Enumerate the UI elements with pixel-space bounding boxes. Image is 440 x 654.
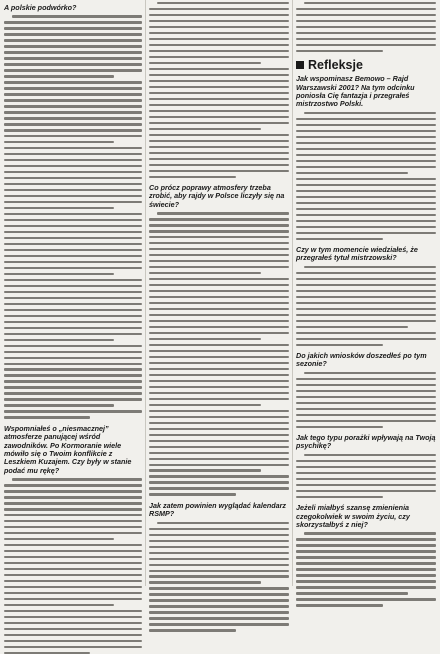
text-line — [149, 134, 289, 136]
text-line — [4, 532, 142, 534]
text-line — [149, 587, 289, 589]
text-line — [149, 164, 289, 166]
column-3 — [296, 2, 436, 586]
text-line — [4, 117, 142, 119]
text-line — [4, 520, 142, 522]
text-line — [296, 302, 436, 304]
text-line — [149, 629, 236, 631]
text-line — [149, 416, 289, 418]
text-line — [149, 605, 289, 607]
text-line — [4, 345, 142, 347]
text-line — [296, 178, 436, 180]
text-line — [4, 93, 142, 95]
text-line — [4, 416, 90, 418]
text-line — [4, 285, 142, 287]
text-line — [4, 646, 142, 648]
text-line — [149, 98, 289, 100]
text-line — [149, 248, 289, 250]
text-line — [296, 490, 436, 492]
text-line — [4, 129, 142, 131]
text-line — [304, 372, 436, 374]
text-line — [149, 224, 289, 226]
text-line — [4, 640, 142, 642]
text-line — [149, 344, 289, 346]
text-line — [4, 550, 142, 552]
text-line — [4, 135, 142, 137]
text-line — [4, 490, 142, 492]
text-line — [4, 514, 142, 516]
text-line — [149, 617, 289, 619]
text-line — [4, 404, 114, 406]
text-line — [149, 230, 289, 232]
text-line — [4, 39, 142, 41]
text-line — [4, 297, 142, 299]
text-line — [4, 628, 142, 630]
text-line — [4, 508, 142, 510]
text-line — [296, 484, 436, 486]
text-line — [149, 74, 289, 76]
text-line — [296, 130, 436, 132]
text-line — [149, 356, 289, 358]
text-line — [149, 314, 289, 316]
text-block — [296, 266, 436, 346]
text-line — [4, 327, 142, 329]
text-line — [4, 183, 142, 185]
text-block — [149, 522, 289, 632]
question-heading: Co prócz poprawy atmosfery trzeba zrobić, aby rajdy w Polsce liczyły się na świecie? — [149, 182, 285, 209]
text-line — [149, 110, 289, 112]
text-line — [4, 21, 142, 23]
text-line — [149, 599, 289, 601]
text-line — [4, 75, 114, 77]
text-line — [4, 255, 142, 257]
section-title — [296, 58, 436, 72]
text-line — [296, 496, 383, 498]
text-line — [4, 33, 142, 35]
text-line — [149, 380, 289, 382]
text-line — [296, 314, 436, 316]
text-line — [149, 440, 289, 442]
text-line — [149, 570, 289, 572]
text-line — [296, 142, 436, 144]
text-line — [149, 158, 289, 160]
text-line — [296, 378, 436, 380]
text-line — [4, 63, 142, 65]
text-line — [4, 321, 142, 323]
text-line — [4, 243, 142, 245]
text-line — [296, 148, 436, 150]
text-line — [149, 20, 289, 22]
text-line — [296, 38, 436, 40]
question-heading: Jak zatem powinien wyglądać kalendarz RSMP? — [149, 500, 287, 519]
text-line — [149, 284, 289, 286]
text-line — [149, 552, 289, 554]
text-line — [149, 581, 261, 583]
text-block — [296, 532, 436, 606]
text-line — [4, 177, 142, 179]
text-line — [149, 428, 289, 430]
text-line — [149, 410, 289, 412]
text-line — [149, 611, 289, 613]
text-line — [296, 208, 436, 210]
text-line — [157, 522, 289, 524]
text-line — [4, 574, 142, 576]
text-line — [149, 104, 289, 106]
text-line — [4, 27, 142, 29]
text-line — [4, 538, 114, 540]
text-line — [4, 189, 142, 191]
text-line — [4, 231, 142, 233]
text-line — [296, 338, 436, 340]
text-line — [149, 38, 289, 40]
text-line — [149, 332, 289, 334]
text-line — [157, 212, 289, 214]
text-line — [296, 326, 408, 328]
text-line — [149, 398, 289, 400]
text-line — [296, 272, 436, 274]
text-line — [296, 32, 436, 34]
column-1 — [4, 2, 142, 586]
text-line — [296, 166, 436, 168]
text-line — [296, 308, 436, 310]
text-line — [149, 260, 289, 262]
text-line — [296, 586, 436, 588]
text-line — [149, 575, 289, 577]
text-line — [149, 326, 289, 328]
text-line — [296, 574, 436, 576]
text-line — [157, 2, 289, 4]
text-line — [149, 464, 289, 466]
text-block — [296, 112, 436, 240]
text-line — [296, 598, 436, 600]
text-line — [149, 386, 289, 388]
question-heading: Jak tego typu porażki wpływają na Twoją psychikę? — [296, 433, 436, 451]
text-line — [4, 195, 142, 197]
text-line — [4, 57, 142, 59]
text-block — [4, 15, 142, 418]
text-line — [149, 475, 289, 477]
text-block — [296, 372, 436, 428]
text-line — [296, 580, 436, 582]
text-line — [296, 344, 383, 346]
text-line — [12, 478, 142, 480]
text-line — [296, 50, 383, 52]
text-line — [296, 20, 436, 22]
text-line — [296, 414, 436, 416]
text-line — [4, 634, 142, 636]
text-line — [149, 540, 289, 542]
text-line — [149, 116, 289, 118]
text-line — [296, 202, 436, 204]
text-line — [4, 368, 142, 370]
text-line — [149, 481, 289, 483]
text-line — [149, 308, 289, 310]
text-line — [149, 44, 289, 46]
text-line — [296, 466, 436, 468]
text-line — [296, 472, 436, 474]
text-line — [149, 558, 289, 560]
text-line — [4, 586, 142, 588]
text-line — [4, 580, 142, 582]
text-line — [149, 404, 261, 406]
text-line — [4, 69, 142, 71]
text-line — [149, 236, 289, 238]
text-line — [4, 380, 142, 382]
text-line — [4, 496, 142, 498]
text-line — [149, 446, 289, 448]
text-line — [4, 562, 142, 564]
text-block — [4, 478, 142, 654]
text-line — [4, 237, 142, 239]
text-line — [149, 493, 236, 495]
text-line — [4, 225, 142, 227]
text-line — [4, 267, 142, 269]
text-line — [4, 363, 142, 365]
text-line — [149, 469, 261, 471]
text-line — [149, 528, 289, 530]
text-line — [4, 610, 142, 612]
text-line — [296, 284, 436, 286]
text-line — [296, 196, 436, 198]
text-line — [149, 68, 289, 70]
text-line — [296, 214, 436, 216]
text-line — [4, 261, 142, 263]
text-line — [4, 351, 142, 353]
text-line — [149, 146, 289, 148]
text-line — [12, 15, 142, 17]
text-line — [149, 86, 289, 88]
text-line — [149, 368, 289, 370]
text-line — [149, 14, 289, 16]
text-line — [149, 374, 289, 376]
text-line — [296, 124, 436, 126]
text-line — [149, 26, 289, 28]
text-line — [4, 201, 142, 203]
text-line — [149, 320, 289, 322]
text-line — [296, 226, 436, 228]
text-line — [4, 392, 142, 394]
column-divider — [145, 0, 146, 586]
text-line — [296, 538, 436, 540]
question-heading: Wspomniałeś o „niesmacznej” atmosferze panującej wśród zawodników. Po Kormoranie wiele mówiło się o Twoim konflikcie z Leszkiem Kuzajem. Czy były w stanie podać mu rękę? — [4, 423, 132, 475]
text-line — [296, 14, 436, 16]
text-line — [296, 44, 436, 46]
section-title-text: Refleksje — [308, 58, 363, 73]
text-line — [4, 279, 142, 281]
text-line — [4, 374, 142, 376]
text-line — [149, 242, 289, 244]
text-line — [296, 320, 436, 322]
text-block — [149, 212, 289, 496]
question-heading: Jak wspominasz Bemowo – Rajd Warszawski 2001? Na tym odcinku poniosła Cię fantazja i przegrałeś mistrzostwo Polski. — [296, 74, 415, 109]
text-line — [4, 410, 142, 412]
text-line — [4, 123, 142, 125]
text-line — [4, 291, 142, 293]
text-line — [296, 232, 436, 234]
text-line — [149, 62, 261, 64]
text-line — [149, 176, 236, 178]
text-line — [4, 556, 142, 558]
text-line — [149, 392, 289, 394]
text-line — [296, 290, 436, 292]
text-line — [149, 362, 289, 364]
text-line — [296, 544, 436, 546]
text-line — [149, 564, 289, 566]
text-line — [149, 32, 289, 34]
text-line — [149, 128, 261, 130]
text-line — [149, 140, 289, 142]
column-divider — [292, 0, 293, 586]
text-line — [4, 616, 142, 618]
text-line — [149, 56, 289, 58]
text-line — [4, 544, 142, 546]
text-block — [296, 2, 436, 52]
text-line — [4, 141, 114, 143]
text-line — [4, 502, 142, 504]
text-line — [4, 526, 142, 528]
text-line — [149, 50, 289, 52]
text-line — [149, 487, 289, 489]
question-heading: A polskie podwórko? — [4, 3, 77, 12]
text-line — [296, 460, 436, 462]
text-line — [149, 80, 289, 82]
text-line — [296, 390, 436, 392]
text-line — [149, 422, 289, 424]
text-line — [4, 219, 142, 221]
text-block — [296, 454, 436, 498]
text-line — [149, 534, 289, 536]
text-line — [296, 26, 436, 28]
question-heading: Czy w tym momencie wiedziałeś, że przegrałeś tytuł mistrzowski? — [296, 244, 418, 263]
text-line — [296, 238, 383, 240]
text-line — [304, 266, 436, 268]
text-line — [296, 478, 436, 480]
text-line — [149, 623, 289, 625]
text-line — [296, 420, 436, 422]
text-line — [296, 396, 436, 398]
text-line — [149, 296, 289, 298]
text-line — [296, 408, 436, 410]
text-line — [4, 568, 142, 570]
text-line — [149, 458, 289, 460]
text-line — [296, 332, 436, 334]
text-line — [4, 273, 114, 275]
text-line — [149, 170, 289, 172]
question-heading: Do jakich wniosków doszedłeś po tym sezonie? — [296, 350, 427, 369]
text-line — [296, 402, 436, 404]
text-line — [149, 122, 289, 124]
text-line — [296, 278, 436, 280]
text-line — [149, 92, 289, 94]
text-line — [4, 81, 142, 83]
text-line — [4, 249, 142, 251]
text-block — [149, 2, 289, 178]
text-line — [4, 159, 142, 161]
text-line — [4, 99, 142, 101]
text-line — [4, 357, 142, 359]
text-line — [4, 484, 142, 486]
text-line — [304, 112, 436, 114]
text-line — [4, 333, 142, 335]
text-line — [149, 434, 289, 436]
text-line — [296, 604, 383, 606]
text-line — [4, 604, 114, 606]
text-line — [296, 562, 436, 564]
text-line — [296, 190, 436, 192]
text-line — [296, 568, 436, 570]
text-line — [149, 302, 289, 304]
text-line — [296, 550, 436, 552]
text-line — [296, 220, 436, 222]
text-line — [4, 398, 142, 400]
text-line — [149, 290, 289, 292]
text-line — [296, 296, 436, 298]
text-line — [4, 111, 142, 113]
text-line — [149, 254, 289, 256]
text-line — [4, 87, 142, 89]
text-line — [4, 153, 142, 155]
text-line — [4, 315, 142, 317]
text-line — [149, 152, 289, 154]
text-line — [149, 546, 289, 548]
text-line — [149, 350, 289, 352]
text-line — [4, 171, 142, 173]
text-line — [149, 338, 261, 340]
text-line — [296, 8, 436, 10]
text-line — [4, 147, 142, 149]
text-line — [296, 118, 436, 120]
text-line — [296, 592, 408, 594]
text-line — [149, 266, 289, 268]
text-line — [4, 45, 142, 47]
text-line — [4, 165, 142, 167]
text-line — [4, 303, 142, 305]
column-2 — [149, 2, 289, 586]
text-line — [4, 51, 142, 53]
text-line — [296, 136, 436, 138]
text-line — [304, 532, 436, 534]
text-line — [296, 154, 436, 156]
text-line — [296, 556, 436, 558]
question-heading: Jeżeli miałbyś szansę zmienienia czegokolwiek w swoim życiu, czy skorzystałbyś z niej? — [296, 503, 410, 529]
text-line — [4, 598, 142, 600]
text-line — [149, 278, 289, 280]
text-line — [4, 207, 114, 209]
text-line — [296, 384, 436, 386]
text-line — [4, 339, 114, 341]
text-line — [4, 213, 142, 215]
text-line — [149, 452, 289, 454]
text-line — [149, 218, 289, 220]
text-line — [4, 105, 142, 107]
text-line — [149, 272, 261, 274]
text-line — [149, 593, 289, 595]
text-line — [296, 172, 408, 174]
text-line — [296, 160, 436, 162]
text-line — [4, 622, 142, 624]
text-line — [304, 454, 436, 456]
text-line — [149, 8, 289, 10]
text-line — [304, 2, 436, 4]
text-line — [296, 184, 436, 186]
text-line — [4, 386, 142, 388]
text-line — [4, 309, 142, 311]
square-bullet-icon — [296, 61, 304, 69]
text-line — [4, 592, 142, 594]
text-line — [296, 426, 383, 428]
